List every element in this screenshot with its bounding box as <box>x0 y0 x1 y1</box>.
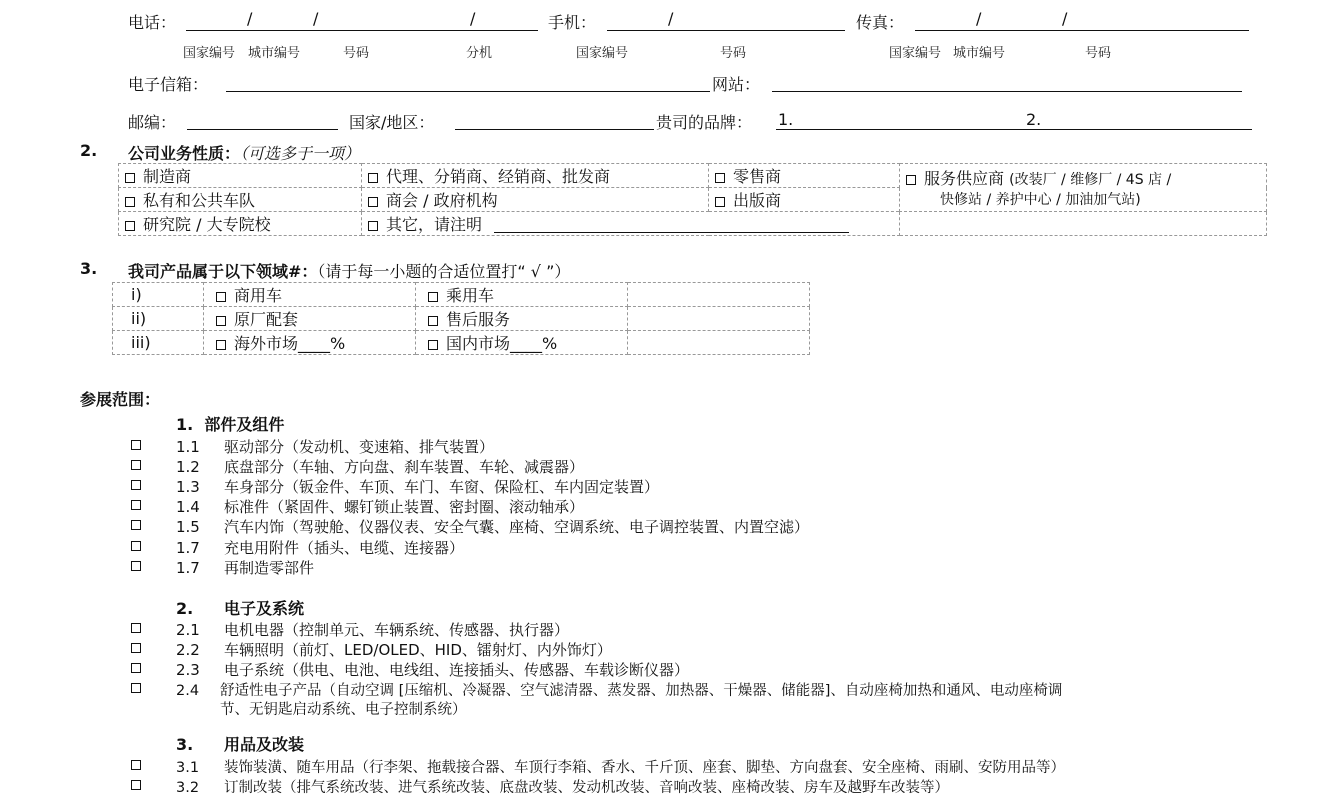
checkbox-icon[interactable] <box>131 663 141 673</box>
empty-cell <box>628 331 810 355</box>
mobile-field[interactable] <box>607 30 845 31</box>
fax-slash-1: / <box>976 9 982 28</box>
opt-chamber[interactable]: 商会 / 政府机构 <box>362 188 709 212</box>
section-1-title: 1. 部件及组件 <box>176 415 285 434</box>
opt-research[interactable]: 研究院 / 大专院校 <box>119 212 362 236</box>
zip-label: 邮编： <box>128 113 177 132</box>
sub-country: 国家编号 <box>183 46 236 61</box>
opt-aftermarket[interactable]: 售后服务 <box>416 307 628 331</box>
website-field[interactable] <box>772 91 1242 92</box>
row-index: i) <box>113 283 204 307</box>
checkbox-icon[interactable] <box>125 173 135 183</box>
opt-fleet[interactable]: 私有和公共车队 <box>119 188 362 212</box>
sub-fax-city: 城市编号 <box>953 46 1006 61</box>
fax-label: 传真： <box>856 13 905 32</box>
opt-agent[interactable]: 代理、分销商、经销商、批发商 <box>362 164 709 188</box>
checkbox-icon[interactable] <box>131 541 141 551</box>
opt-overseas[interactable]: 海外市场____% <box>204 331 416 355</box>
section-2-title: 2. 电子及系统 <box>176 599 305 618</box>
checkbox-icon[interactable] <box>131 460 141 470</box>
empty-cell <box>628 283 810 307</box>
empty-cell <box>900 212 1267 236</box>
fax-field[interactable] <box>915 30 1249 31</box>
q3-title: 我司产品属于以下领域#：（请于每一小题的合适位置打“ √ ”） <box>128 262 571 281</box>
sub-mobile-number: 号码 <box>720 46 747 61</box>
list-item: 1.2 底盘部分（车轴、方向盘、刹车装置、车轮、减震器） <box>176 458 585 476</box>
checkbox-icon[interactable] <box>216 316 226 326</box>
checkbox-icon[interactable] <box>715 173 725 183</box>
checkbox-icon[interactable] <box>131 520 141 530</box>
checkbox-icon[interactable] <box>368 221 378 231</box>
list-item: 1.7 再制造零部件 <box>176 559 315 577</box>
list-item: 3.2 订制改装（排气系统改装、进气系统改装、底盘改装、发动机改装、音响改装、座椅改装、房车及越野车改装等） <box>176 780 949 796</box>
fax-slash-2: / <box>1062 9 1068 28</box>
q2-title: 公司业务性质：（可选多于一项） <box>128 144 361 163</box>
checkbox-icon[interactable] <box>216 340 226 350</box>
phone-slash-1: / <box>247 9 253 28</box>
table-row <box>113 331 810 355</box>
checkbox-icon[interactable] <box>131 643 141 653</box>
zip-field[interactable] <box>187 129 338 130</box>
mobile-slash: / <box>668 9 674 28</box>
list-item: 1.7 充电用附件（插头、电缆、连接器） <box>176 539 465 557</box>
list-item: 3.1 装饰装潢、随车用品（行李架、拖载接合器、车顶行李箱、香水、千斤顶、座套、脚垫、方向盘套、安全座椅、雨刷、安防用品等） <box>176 760 1065 776</box>
email-field[interactable] <box>226 91 710 92</box>
list-item: 1.4 标准件（紧固件、螺钉锁止装置、密封圈、滚动轴承） <box>176 498 585 516</box>
product-field-table <box>112 282 810 355</box>
country-field[interactable] <box>455 129 654 130</box>
brand-1: 1. <box>778 110 794 129</box>
opt-passenger-vehicle[interactable]: 乘用车 <box>416 283 628 307</box>
list-item: 1.1 驱动部分（发动机、变速箱、排气装置） <box>176 438 495 456</box>
business-type-table <box>118 163 1267 236</box>
checkbox-icon[interactable] <box>715 197 725 207</box>
row-index: iii) <box>113 331 204 355</box>
checkbox-icon[interactable] <box>428 292 438 302</box>
checkbox-icon[interactable] <box>131 480 141 490</box>
opt-other[interactable]: 其它，请注明 <box>362 212 900 236</box>
checkbox-icon[interactable] <box>368 197 378 207</box>
list-item: 1.3 车身部分（钣金件、车顶、车门、车窗、保险杠、车内固定装置） <box>176 478 660 496</box>
sub-fax-country: 国家编号 <box>889 46 942 61</box>
checkbox-icon[interactable] <box>368 173 378 183</box>
q3-number: 3. <box>80 259 98 278</box>
list-item: 2.1 电机电器（控制单元、车辆系统、传感器、执行器） <box>176 621 570 639</box>
checkbox-icon[interactable] <box>125 221 135 231</box>
opt-manufacturer[interactable]: 制造商 <box>119 164 362 188</box>
list-item-continued: 节、无钥匙启动系统、电子控制系统） <box>220 702 467 718</box>
opt-oem[interactable]: 原厂配套 <box>204 307 416 331</box>
brand-label: 贵司的品牌： <box>656 113 753 132</box>
list-item: 2.2 车辆照明（前灯、LED/OLED、HID、镭射灯、内外饰灯） <box>176 641 612 659</box>
email-label: 电子信箱： <box>128 75 209 94</box>
website-label: 网站： <box>712 75 761 94</box>
phone-slash-3: / <box>470 9 476 28</box>
q2-number: 2. <box>80 141 98 160</box>
table-row <box>113 307 810 331</box>
checkbox-icon[interactable] <box>216 292 226 302</box>
opt-publisher[interactable]: 出版商 <box>709 188 900 212</box>
sub-ext: 分机 <box>466 46 493 61</box>
country-label: 国家/地区： <box>349 113 435 132</box>
checkbox-icon[interactable] <box>131 440 141 450</box>
sub-city: 城市编号 <box>248 46 301 61</box>
section-3-title: 3. 用品及改装 <box>176 735 305 754</box>
phone-slash-2: / <box>313 9 319 28</box>
sub-fax-number: 号码 <box>1085 46 1112 61</box>
table-row <box>113 283 810 307</box>
list-item: 2.4 舒适性电子产品（自动空调 [压缩机、冷凝器、空气滤清器、蒸发器、加热器、干燥器、储能器]、自动座椅加热和通风、电动座椅调 <box>176 683 1063 699</box>
checkbox-icon[interactable] <box>125 197 135 207</box>
opt-commercial-vehicle[interactable]: 商用车 <box>204 283 416 307</box>
phone-field[interactable] <box>186 30 538 31</box>
other-field[interactable] <box>494 232 849 233</box>
checkbox-icon[interactable] <box>428 316 438 326</box>
checkbox-icon[interactable] <box>906 175 916 185</box>
sub-number: 号码 <box>343 46 370 61</box>
scope-title: 参展范围： <box>80 390 161 409</box>
brand-field[interactable] <box>776 129 1252 130</box>
sub-mobile-country: 国家编号 <box>576 46 629 61</box>
checkbox-icon[interactable] <box>131 683 141 693</box>
empty-cell <box>628 307 810 331</box>
checkbox-icon[interactable] <box>131 760 141 770</box>
checkbox-icon[interactable] <box>131 780 141 790</box>
checkbox-icon[interactable] <box>428 340 438 350</box>
checkbox-icon[interactable] <box>131 500 141 510</box>
mobile-label: 手机： <box>548 13 597 32</box>
opt-retailer[interactable]: 零售商 <box>709 164 900 188</box>
list-item: 1.5 汽车内饰（驾驶舱、仪器仪表、安全气囊、座椅、空调系统、电子调控装置、内置空滤） <box>176 518 810 536</box>
opt-service[interactable]: 服务供应商 (改装厂 / 维修厂 / 4S 店 / 快修站 / 养护中心 / 加油加气站) <box>900 164 1267 212</box>
brand-2: 2. <box>1026 110 1042 129</box>
row-index: ii) <box>113 307 204 331</box>
checkbox-icon[interactable] <box>131 623 141 633</box>
opt-domestic[interactable]: 国内市场____% <box>416 331 628 355</box>
phone-label: 电话： <box>128 13 177 32</box>
list-item: 2.3 电子系统（供电、电池、电线组、连接插头、传感器、车载诊断仪器） <box>176 661 690 679</box>
checkbox-icon[interactable] <box>131 561 141 571</box>
